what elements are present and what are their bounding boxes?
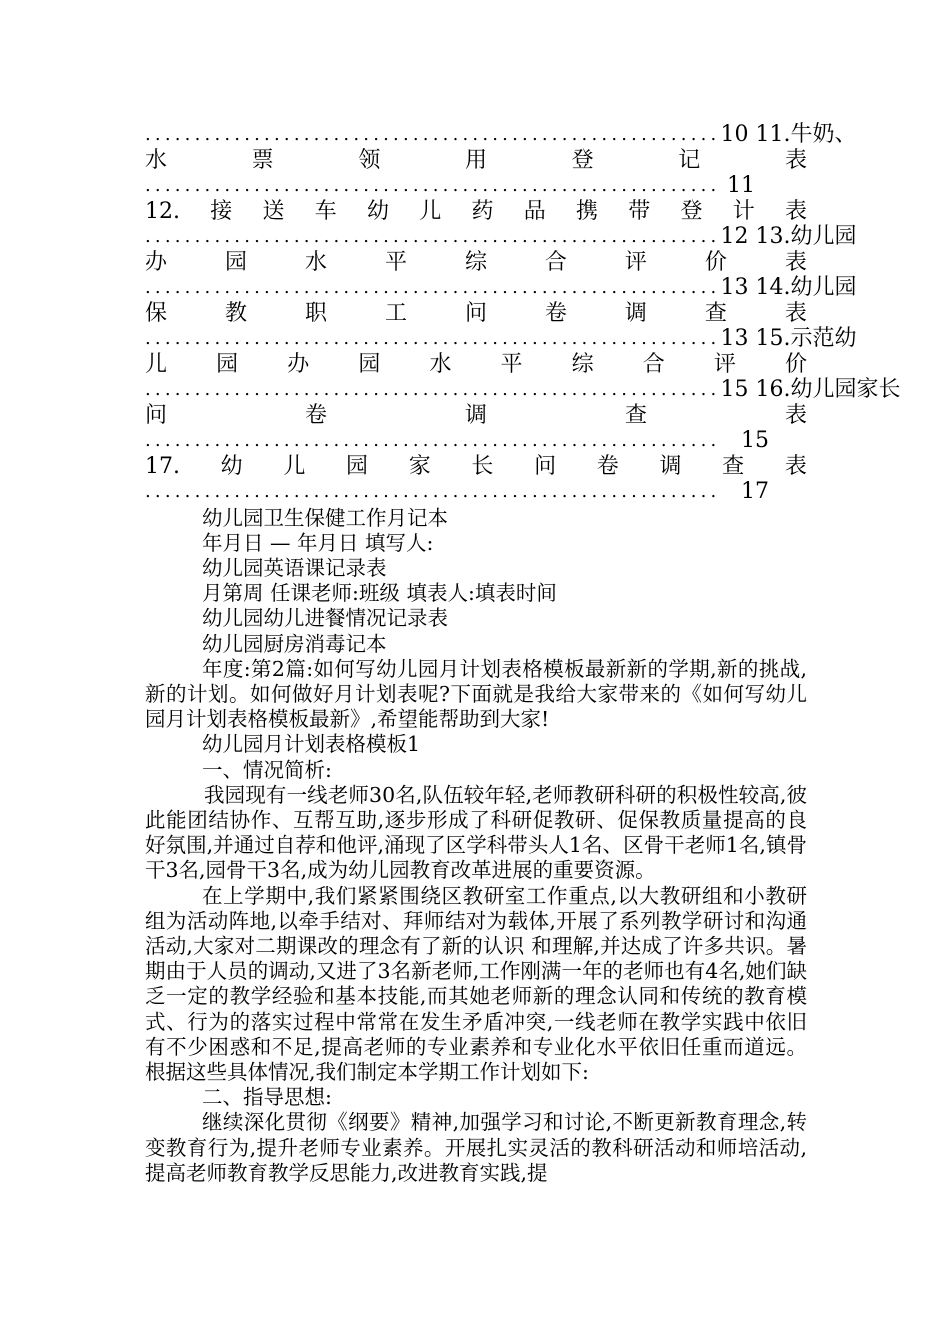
document-page: [145, 122, 901, 1186]
toc-char: 合: [642, 351, 665, 377]
toc-line-10: [145, 352, 807, 378]
toc-char: 表: [784, 147, 807, 173]
toc-dot-leader: ..........................................................: [145, 124, 721, 145]
toc-entry-text: 10 11.牛奶、: [720, 122, 857, 147]
paragraph: 继续深化贯彻《纲要》精神,加强学习和讨论,不断更新教育理念,转变教育行为,提升老师专业素养。开展扎实灵活的教科研活动和师培活动,提高老师教育教学反思能力,改进教育实践,提: [145, 1110, 807, 1185]
toc-char: 带: [628, 198, 651, 224]
toc-char: 调: [659, 453, 682, 479]
toc-char: 儿: [419, 198, 442, 224]
toc-char: 药: [471, 198, 494, 224]
toc-char: 查: [704, 300, 727, 326]
toc-char: 车: [314, 198, 337, 224]
toc-page-number: 15: [741, 428, 769, 453]
form-date-line: 年月日 — 年月日 填写人:: [202, 530, 434, 555]
section-title: 幼儿园月计划表格模板1: [202, 732, 421, 757]
paragraph: 我园现有一线老师30名,队伍较年轻,老师教研科研的积极性较高,彼此能团结协作、互帮互助,逐步形成了科研促教研、促保教质量提高的良好氛围,并通过自荐和他评,涌现了区学科带头人1名、区骨干老师1名,镇骨干3名,园骨干3名,成为幼儿园教育改革进展的重要资源。: [145, 782, 807, 883]
toc-entry-text: 13 15.示范幼: [720, 326, 857, 351]
toc-char: 问: [145, 402, 168, 428]
toc-char: 儿: [145, 351, 168, 377]
toc-char: 合: [544, 249, 567, 275]
table-of-contents: [145, 122, 901, 505]
toc-char: 问: [534, 453, 557, 479]
toc-entry-text: 12 13.幼儿园: [720, 224, 857, 249]
toc-char: 平: [384, 249, 407, 275]
toc-char: 长: [471, 453, 494, 479]
toc-line-9: [145, 326, 857, 352]
toc-dot-leader: ..........................................................: [145, 481, 721, 502]
toc-char: 价: [704, 249, 727, 275]
toc-char: 水: [145, 147, 168, 173]
toc-char: 平: [500, 351, 523, 377]
toc-line-5: [145, 224, 857, 250]
toc-char: 卷: [544, 300, 567, 326]
toc-char: 登: [680, 198, 703, 224]
toc-char: 园: [216, 351, 239, 377]
toc-char: 办: [287, 351, 310, 377]
form-title: 幼儿园英语课记录表: [202, 555, 387, 580]
toc-char: 查: [722, 453, 745, 479]
toc-char: 评: [624, 249, 647, 275]
toc-line-13: [145, 428, 807, 454]
toc-char: 用: [464, 147, 487, 173]
paragraph-intro: 年度:第2篇:如何写幼儿园月计划表格模板最新新的学期,新的挑战,新的计划。如何做好月计划表呢?下面就是我给大家带来的《如何写幼儿园月计划表格模板最新》,希望能帮助到大家!: [145, 656, 807, 732]
toc-char: 儿: [283, 453, 306, 479]
toc-line-8: [145, 301, 807, 327]
toc-char: 卷: [596, 453, 619, 479]
toc-char: 查: [624, 402, 647, 428]
toc-char: 评: [713, 351, 736, 377]
toc-page-number: 11: [727, 173, 755, 198]
toc-char: 票: [251, 147, 274, 173]
toc-char: 计: [732, 198, 755, 224]
toc-char: 水: [429, 351, 452, 377]
toc-char: 接: [210, 198, 233, 224]
toc-char: 调: [624, 300, 647, 326]
toc-char: 综: [464, 249, 487, 275]
toc-dot-leader: ..........................................................: [145, 430, 721, 451]
toc-dot-leader: ..........................................................: [145, 226, 721, 247]
paragraph: 在上学期中,我们紧紧围绕区教研室工作重点,以大教研组和小教研组为活动阵地,以牵手结对、拜师结对为载体,开展了系列教学研讨和沟通活动,大家对二期课改的理念有了新的认识 和理解,并达成了许多共识。暑期由于人员的调动,又进了3名新老师,工作刚满一年的老师也有4名,她们缺乏一定的教学经验和基本技能,而其她老师新的理念认同和传统的教育模式、行为的落实过程中常常在发生矛盾冲突,一线老师在教学实践中依旧有不少困惑和不足,提高老师的专业素养和专业化水平依旧任重而道远。根据这些具体情况,我们制定本学期工作计划如下:: [145, 883, 807, 1084]
toc-line-6: [145, 250, 807, 276]
toc-char: 记: [678, 147, 701, 173]
toc-char: 园: [224, 249, 247, 275]
form-title: 幼儿园卫生保健工作月记本: [202, 505, 448, 530]
toc-char: 调: [464, 402, 487, 428]
toc-char: 办: [145, 249, 168, 275]
toc-line-4: [145, 199, 807, 225]
toc-line-14: [145, 454, 807, 480]
toc-char: 表: [784, 402, 807, 428]
toc-line-12: [145, 403, 807, 429]
toc-char: 品: [523, 198, 546, 224]
toc-line-7: [145, 275, 857, 301]
toc-char: 教: [224, 300, 247, 326]
toc-char: 表: [784, 249, 807, 275]
toc-char: 园: [358, 351, 381, 377]
toc-dot-leader: ..........................................................: [145, 175, 721, 196]
toc-char: 17.: [145, 453, 180, 479]
toc-char: 送: [262, 198, 285, 224]
toc-line-1: [145, 122, 857, 148]
toc-char: 表: [784, 453, 807, 479]
form-field-line: 月第周 任课老师:班级 填表人:填表时间: [202, 581, 557, 606]
form-title: 幼儿园厨房消毒记本: [202, 631, 387, 656]
toc-dot-leader: ..........................................................: [145, 328, 721, 349]
toc-line-2: [145, 148, 807, 174]
toc-char: 表: [784, 300, 807, 326]
document-body: [145, 506, 807, 1186]
toc-char: 登: [571, 147, 594, 173]
toc-char: 表: [784, 198, 807, 224]
toc-char: 问: [464, 300, 487, 326]
toc-line-15: [145, 479, 807, 505]
toc-dot-leader: ..........................................................: [145, 379, 721, 400]
toc-line-11: [145, 377, 901, 403]
toc-char: 家: [408, 453, 431, 479]
form-title: 幼儿园幼儿进餐情况记录表: [202, 606, 448, 631]
toc-char: 综: [571, 351, 594, 377]
toc-dot-leader: ..........................................................: [145, 277, 721, 298]
toc-entry-text: 15 16.幼儿园家长: [720, 377, 901, 402]
toc-line-3: [145, 173, 807, 199]
toc-page-number: 17: [741, 479, 769, 504]
toc-char: 12.: [145, 198, 180, 224]
toc-char: 水: [304, 249, 327, 275]
toc-entry-text: 13 14.幼儿园: [720, 275, 857, 300]
toc-char: 幼: [366, 198, 389, 224]
toc-char: 携: [575, 198, 598, 224]
toc-char: 卷: [304, 402, 327, 428]
toc-char: 园: [346, 453, 369, 479]
toc-char: 领: [358, 147, 381, 173]
toc-char: 价: [784, 351, 807, 377]
toc-char: 保: [145, 300, 168, 326]
toc-char: 幼: [220, 453, 243, 479]
section-heading: 一、情况简析:: [202, 757, 332, 782]
toc-char: 工: [384, 300, 407, 326]
toc-char: 职: [304, 300, 327, 326]
section-heading: 二、指导思想:: [202, 1085, 332, 1110]
